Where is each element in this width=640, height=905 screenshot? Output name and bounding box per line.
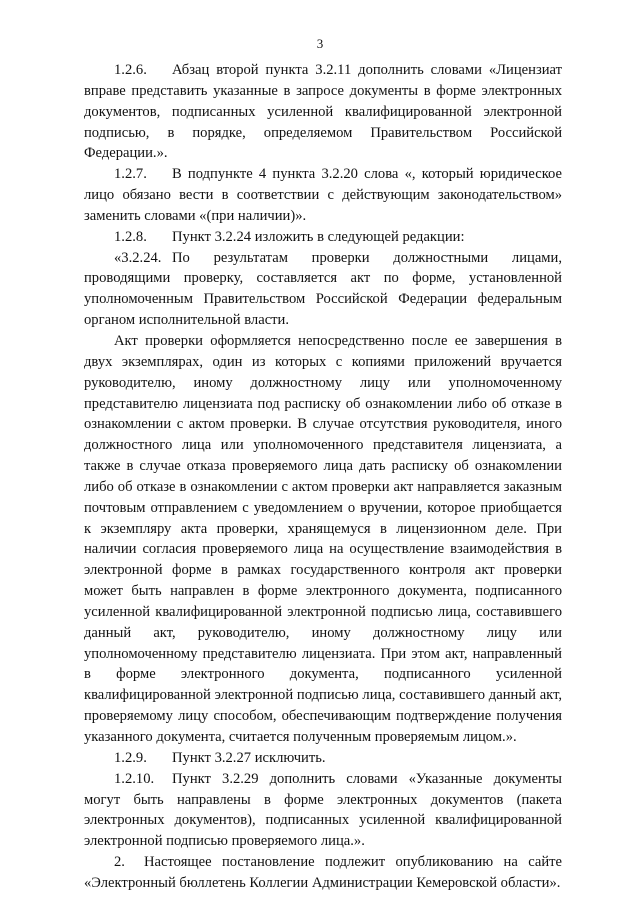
paragraph-1-2-6: [84, 60, 562, 164]
paragraph-text: Пункт 3.2.27 исключить.: [172, 749, 326, 766]
paragraph-text: Пункт 3.2.24 изложить в следующей редакции:: [172, 228, 465, 245]
paragraph-number: 1.2.10.: [114, 770, 155, 787]
paragraph-number: 2.: [114, 854, 125, 871]
paragraph-number: 1.2.7.: [114, 166, 147, 183]
paragraph-text: Абзац второй пункта 3.2.11 дополнить словами «Лицензиат вправе представить указанные в запросе документы в форме электронных документов, подписанных усиленной квалифицированной электронной подписью, в порядке, определяемом Правительством Российской Федерации.».: [84, 62, 562, 162]
paragraph-number: «3.2.24.: [114, 249, 162, 266]
paragraph-text: Настоящее постановление подлежит опубликованию на сайте «Электронный бюллетень Коллегии Администрации Кемеровской области».: [84, 854, 562, 891]
paragraph-2: [84, 852, 562, 894]
paragraph-number: 1.2.9.: [114, 749, 147, 766]
page-number: 3: [316, 36, 324, 51]
paragraph-1-2-10: [84, 769, 562, 852]
paragraph-text: Пункт 3.2.29 дополнить словами «Указанные документы могут быть направлены в форме электронных документов (пакета электронных документов), подписанных усиленной квалифицированной электронной подписью проверяемого лица.».: [84, 770, 562, 850]
paragraph-number: 1.2.6.: [114, 62, 147, 78]
paragraph-1-2-7: [84, 164, 562, 227]
paragraph-1-2-8: [84, 227, 562, 248]
document-body: [84, 60, 562, 894]
paragraph-act-inspection: [84, 331, 562, 748]
paragraph-1-2-9: [84, 748, 562, 769]
paragraph-text: Акт проверки оформляется непосредственно после ее завершения в двух экземплярах, один из которых с копиями приложений вручается руководителю, иному должностному лицу или уполномоченному представителю лицензиата под расписку об ознакомлении либо об отказе в ознакомлении с актом проверки. В случае отсутствия руководителя, иного должностного лица или уполномоченного представителя лицензиата, а также в случае отказа проверяемого лица дать расписку об ознакомлении либо об отказе в ознакомлении с актом проверки акт направляется заказным почтовым отправлением с уведомлением о вручении, которое приобщается к экземпляру акта проверки, хранящемуся в лицензионном деле. При наличии согласия проверяемого лица на осуществление взаимодействия в электронной форме в рамках государственного контроля акт проверки может быть направлен в форме электронного документа, подписанного усиленной квалифицированной электронной подписью лица, составившего данный акт, руководителю, иному должностному лицу или уполномоченному представителю лицензиата. При этом акт, направленный в форме электронного документа, подписанного усиленной квалифицированной электронной подписью лица, составившего данный акт, проверяемому лицу способом, обеспечивающим подтверждение получения указанного документа, считается полученным проверяемым лицом.».: [84, 332, 562, 745]
paragraph-text: В подпункте 4 пункта 3.2.20 слова «, который юридическое лицо обязано вести в соответствии с действующим законодательством» заменить словами «(при наличии)».: [84, 166, 562, 224]
paragraph-3-2-24: [84, 248, 562, 331]
paragraph-number: 1.2.8.: [114, 228, 147, 245]
paragraph-text: По результатам проверки должностными лицами, проводящими проверку, составляется акт по форме, установленной уполномоченным Правительством Российской Федерации федеральным органом исполнительной власти.: [84, 249, 562, 329]
